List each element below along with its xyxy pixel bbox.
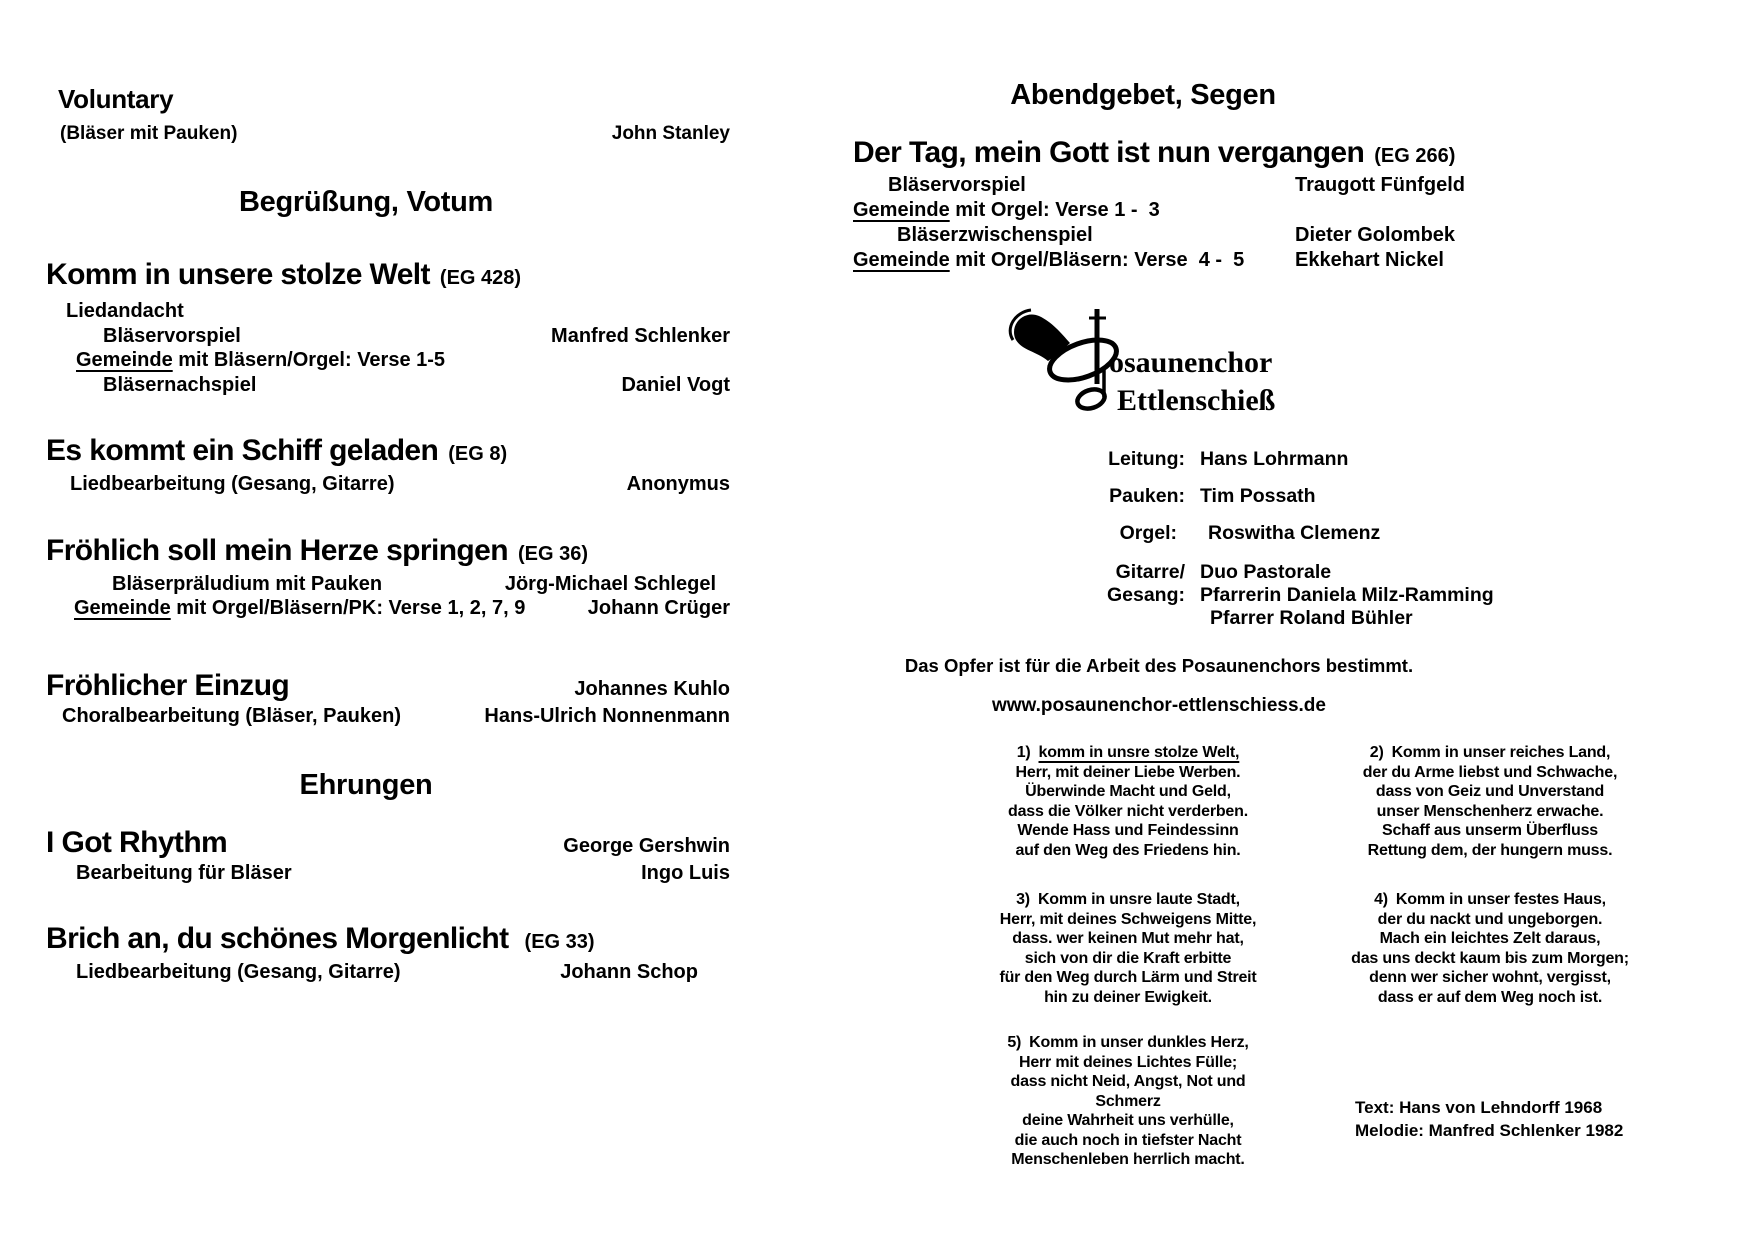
performance-row [46,960,730,985]
role-name: Tim Possath [1200,485,1316,507]
composer-name: Daniel Vogt [621,373,730,396]
song-title-einzug: Fröhlicher Einzug [46,668,290,702]
hymnal-number: (EG 36) [517,542,588,565]
performance-row [853,173,1703,198]
gemeinde-underlined: Gemeinde [76,349,173,371]
song-genre-row [46,299,730,324]
performance-row [46,324,730,349]
role-name: Duo Pastorale [1200,561,1332,583]
performance-row [853,223,1703,248]
verse-line: denn wer sicher wohnt, vergisst, [1369,969,1611,986]
song-title-schiff [46,433,730,472]
logo-text-line1: osaunenchor [1109,346,1273,379]
verse-line: hin zu deiner Ewigkeit. [1044,988,1212,1006]
verse-line [1340,890,1640,910]
role-label-line1: Gitarre/ [1115,561,1185,583]
posaunenchor-logo [1003,306,1333,422]
role-name-group [1200,561,1494,630]
performance-label: Bläserpräludium mit Pauken [112,572,383,595]
composer-name: Jörg-Michael Schlegel [504,572,716,595]
verse-4 [1340,890,1640,1007]
credits-text-author: Text: Hans von Lehndorff 1968 [1355,1098,1603,1117]
section-heading-ehrungen: Ehrungen [299,769,433,801]
website-text: www.posaunenchor-ettlenschiess.de [992,695,1326,716]
role-label: Pauken: [1109,485,1185,507]
gemeinde-underlined: Gemeinde [853,249,950,271]
performance-label: Bearbeitung für Bläser [76,862,292,884]
performance-label: Choralbearbeitung (Bläser, Pauken) [62,704,401,727]
credits-block [1355,1096,1623,1142]
composer-name: Dieter Golombek [1295,224,1456,246]
verse-number: 5) [1007,1034,1022,1051]
hymnal-number: (EG 266) [1374,145,1456,167]
program-page-left [46,84,730,984]
performance-row [46,596,730,621]
composer-name: Ekkehart Nickel [1295,249,1444,271]
verse-3 [978,890,1278,1007]
role-label-line2: Gesang: [1106,584,1185,606]
verse-line: Herr mit deines Lichtes Fülle; [1018,1053,1238,1071]
composer-name: Johann Schop [560,960,698,983]
song-row-einzug [46,668,730,704]
performance-row [46,704,730,729]
performance-label-rest: mit Orgel/Bläsern/PK: Verse 1, 2, 7, 9 [170,597,526,619]
verse-line: auf den Weg des Friedens hin. [1015,841,1241,859]
song-title-text: Es kommt ein Schiff geladen [46,434,439,467]
verse-line-text: Komm in unser dunkles Herz, [1029,1034,1249,1051]
verse-line: Wende Hass und Feindessinn [1017,822,1239,839]
trumpet-icon [1003,306,1333,422]
composer-name: Johann Crüger [587,597,730,619]
verse-5 [978,1033,1278,1170]
verse-line [978,890,1278,910]
song-title-text: Der Tag, mein Gott ist nun vergangen [853,136,1365,169]
verse-line: sich von dir die Kraft erbitte [1024,949,1232,967]
composer-name: Manfred Schlenker [551,324,730,347]
performance-label: Bläsernachspiel [103,373,257,396]
performance-row [46,861,730,886]
verse-line [978,743,1278,763]
verse-line: der du nackt und ungeborgen. [1377,910,1603,928]
song-row-voluntary [46,122,730,145]
performance-label: Bläserzwischenspiel [897,224,1093,246]
performance-label: Liedbearbeitung (Gesang, Gitarre) [76,960,401,983]
role-name: Pfarrer Roland Bühler [1210,607,1413,629]
song-title-komm [46,257,730,296]
instrumentation-note: (Bläser mit Pauken) [60,123,238,144]
verse-line: Menschenleben herrlich macht. [1011,1151,1245,1168]
composer-name: Anonymus [626,473,730,495]
performance-row [853,248,1703,273]
role-label: Orgel: [1119,522,1177,544]
credits-melody-author: Melodie: Manfred Schlenker 1982 [1355,1121,1624,1140]
verse-line: dass er auf dem Weg noch ist. [1377,988,1603,1006]
verse-number: 2) [1369,744,1384,761]
verse-line: unser Menschenherz erwache. [1376,802,1604,820]
gemeinde-underlined: Gemeinde [74,597,171,619]
verse-line-text: Komm in unsre laute Stadt, [1037,891,1240,908]
performance-row [853,198,1703,223]
performance-label-rest: mit Orgel: Verse 1 - 3 [949,199,1160,221]
section-heading-begruessung: Begrüßung, Votum [238,186,494,218]
verse-number: 1) [1016,744,1031,761]
verse-line [978,1033,1278,1053]
composer-name: George Gershwin [563,835,730,857]
song-title-morgenlicht [46,921,730,960]
verse-2 [1340,743,1640,860]
performance-label: Bläservorspiel [103,324,241,347]
composer-name: Hans-Ulrich Nonnenmann [484,704,730,727]
performance-label [853,199,1160,221]
offering-note: Das Opfer ist für die Arbeit des Posaunenchors bestimmt. [904,655,1414,676]
performance-row [46,572,730,597]
hymnal-number: (EG 8) [448,443,508,465]
gemeinde-underlined: Gemeinde [853,199,950,221]
composer-name: Ingo Luis [641,862,730,884]
verse-number: 4) [1374,891,1388,908]
verse-line: dass die Völker nicht verderben. [1008,802,1248,820]
section-heading-abendgebet: Abendgebet, Segen [1010,79,1276,111]
role-label [853,561,1185,607]
performance-label-rest: mit Orgel/Bläsern: Verse 4 - 5 [949,249,1245,271]
verse-line: Überwinde Macht und Geld, [1025,783,1231,800]
verse-line: deine Wahrheit uns verhülle, [1022,1112,1234,1129]
verse-line: das uns deckt kaum bis zum Morgen; [1351,949,1629,967]
verse-line: der du Arme liebst und Schwache, [1362,763,1618,781]
song-title-voluntary: Voluntary [58,84,174,114]
performance-row [46,348,730,373]
song-title-dertag [853,135,1455,174]
hymnal-number: (EG 428) [439,267,522,289]
verse-line: dass nicht Neid, Angst, Not und Schmerz [1010,1073,1246,1110]
verse-line: Rettung dem, der hungern muss. [1367,841,1613,859]
song-title-rhythm: I Got Rhythm [46,826,228,859]
verse-line: dass. wer keinen Mut mehr hat, [1012,930,1244,947]
genre-label: Liedandacht [66,300,184,322]
role-label: Leitung: [1108,448,1185,470]
verse-line-text: komm in unsre stolze Welt, [1038,744,1240,761]
performance-label: Liedbearbeitung (Gesang, Gitarre) [70,473,395,495]
performance-label-rest: mit Bläsern/Orgel: Verse 1-5 [172,349,446,371]
verse-line: Herr, mit deiner Liebe Werben. [1015,763,1241,781]
verse-line-text: Komm in unser reiches Land, [1391,744,1611,761]
hymnal-number: (EG 33) [524,930,595,953]
song-row-rhythm [46,825,730,861]
verse-line: für den Weg durch Lärm und Streit [999,969,1257,986]
song-title-text: Komm in unsere stolze Welt [46,258,430,291]
composer-name: Traugott Fünfgeld [1295,174,1465,196]
verse-line: die auch noch in tiefster Nacht [1014,1131,1242,1149]
performance-row [46,472,730,497]
performance-label [76,348,445,373]
song-title-herze [46,533,730,572]
composer-name: John Stanley [611,123,730,144]
verse-line: dass von Geiz und Unverstand [1375,783,1605,800]
verse-line-text: Komm in unser festes Haus, [1395,891,1606,908]
composer-name: Johannes Kuhlo [574,677,730,700]
performance-label [853,249,1244,271]
verse-line: Schaff aus unserm Überfluss [1382,822,1598,839]
verse-line: Mach ein leichtes Zelt daraus, [1379,930,1601,947]
program-page-right [853,78,1703,1228]
logo-text-line2: Ettlenschieß [1117,384,1276,417]
verse-line: Herr, mit deines Schweigens Mitte, [999,910,1257,928]
song-title-text: Brich an, du schönes Morgenlicht [46,921,509,955]
verse-1 [978,743,1278,860]
song-title-text: Fröhlich soll mein Herze springen [46,533,508,567]
role-name: Roswitha Clemenz [1208,522,1381,544]
role-name: Pfarrerin Daniela Milz-Ramming [1200,584,1494,606]
verse-line [1340,743,1640,763]
performance-row [46,373,730,398]
role-name: Hans Lohrmann [1200,448,1349,470]
performance-label [74,596,525,621]
performance-label: Bläservorspiel [888,174,1026,196]
verse-number: 3) [1016,891,1030,908]
